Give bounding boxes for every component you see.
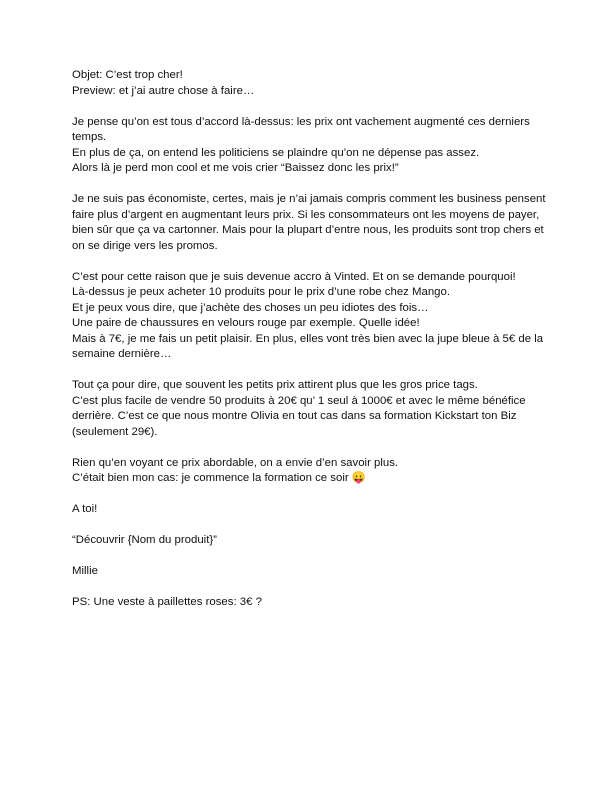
paragraph-economics <box>72 192 546 254</box>
signature: Millie <box>72 565 98 577</box>
text-line: faire plus d’argent en augmentant leurs prix. Si les consommateurs ont les moyens de payer, <box>72 208 540 221</box>
text-line: semaine dernière… <box>72 348 172 360</box>
paragraph-ps <box>72 595 542 611</box>
text-line: Alors là je perd mon cool et me vois crier “Baissez donc les prix!” <box>72 162 399 174</box>
text-line: on se dirige vers les promos. <box>72 239 218 252</box>
paragraph-intro <box>72 115 542 177</box>
email-header <box>72 68 542 99</box>
paragraph-vinted <box>72 270 542 363</box>
text-line: Mais à 7€, je me fais un petit plaisir. En plus, elles vont très bien avec la jupe bleue à 5€ de la <box>72 332 544 345</box>
text-line: Je ne suis pas économiste, certes, mais je n’ai jamais compris comment les business pensent <box>72 193 546 205</box>
paragraph-conclusion <box>72 456 542 487</box>
text-line: Et je peux vous dire, que j’achète des choses un peu idiotes des fois… <box>72 301 429 314</box>
text-line: bien sûr que ça va cartonner. Mais pour la plupart d’entre nous, les produits sont trop chers et <box>72 224 544 236</box>
text-line: derrière. C’est ce que nous montre Olivia en tout cas dans sa formation Kickstart ton Biz <box>72 410 517 422</box>
email-body <box>72 68 546 626</box>
postscript: PS: Une veste à paillettes roses: 3€ ? <box>72 596 262 608</box>
text-line: Là-dessus je peux acheter 10 produits pour le prix d’une robe chez Mango. <box>72 286 451 298</box>
cta-text: “Découvrir {Nom du produit}” <box>72 534 217 546</box>
paragraph-signature <box>72 564 542 580</box>
paragraph-cta <box>72 533 542 549</box>
paragraph-pricing <box>72 378 542 440</box>
text-line: (seulement 29€). <box>72 425 158 438</box>
text-line: Je pense qu’on est tous d’accord là-dessus: les prix ont vachement augmenté ces derniers <box>72 115 530 128</box>
text-line: En plus de ça, on entend les politiciens se plaindre qu’on ne dépense pas assez. <box>72 146 480 159</box>
paragraph-call-out <box>72 502 542 518</box>
text-line: Une paire de chaussures en velours rouge par exemple. Quelle idée! <box>72 317 420 329</box>
text-line: Rien qu’en voyant ce prix abordable, on a envie d’en savoir plus. <box>72 456 399 469</box>
text-line: Tout ça pour dire, que souvent les petits prix attirent plus que les gros price tags. <box>72 379 478 391</box>
subject-line: Objet: C’est trop cher! <box>72 69 183 81</box>
text-line: C’est pour cette raison que je suis devenue accro à Vinted. Et on se demande pourquoi! <box>72 270 516 283</box>
text-line: C’est plus facile de vendre 50 produits à 20€ qu’ 1 seul à 1000€ et avec le même bénéfice <box>72 394 526 407</box>
text-line: temps. <box>72 131 107 143</box>
text-line: A toi! <box>72 503 98 515</box>
preview-line: Preview: et j’ai autre chose à faire… <box>72 84 255 97</box>
text-line: C’était bien mon cas: je commence la formation ce soir 😛 <box>72 472 367 484</box>
